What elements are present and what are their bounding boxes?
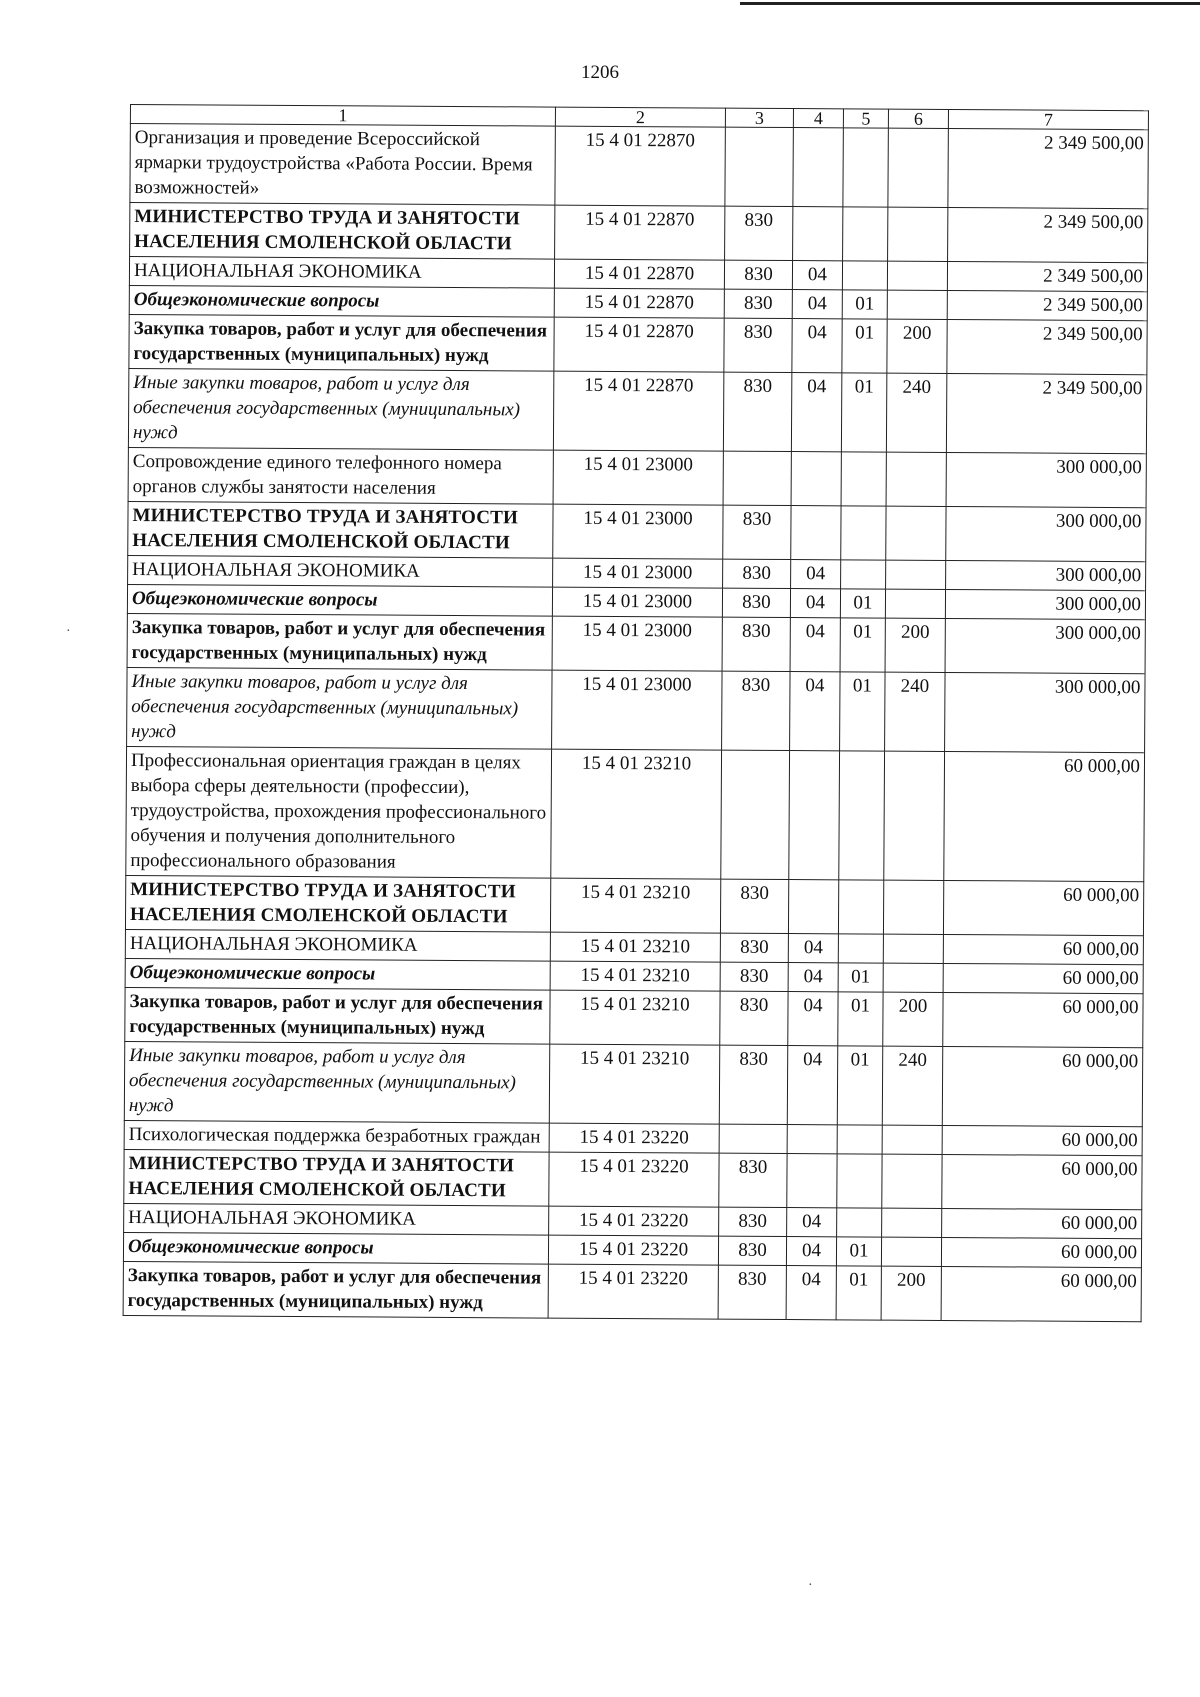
header-cell-1: 1 xyxy=(130,105,555,127)
row-amount: 2 349 500,00 xyxy=(946,373,1146,453)
row-col6: 200 xyxy=(885,618,945,672)
row-col4: 04 xyxy=(792,290,842,319)
row-amount: 60 000,00 xyxy=(943,992,1143,1047)
row-code: 15 4 01 23210 xyxy=(550,932,720,962)
row-col4 xyxy=(788,880,838,934)
row-amount: 300 000,00 xyxy=(946,506,1146,561)
row-col4: 04 xyxy=(790,672,840,751)
table-row xyxy=(123,1261,1141,1321)
budget-table xyxy=(123,104,1149,1322)
row-col5 xyxy=(843,207,888,261)
row-code: 15 4 01 23220 xyxy=(548,1264,718,1319)
table-row xyxy=(125,987,1143,1047)
row-code: 15 4 01 22870 xyxy=(555,205,725,260)
row-col3: 830 xyxy=(724,318,792,372)
row-col5 xyxy=(843,128,888,207)
row-col3: 830 xyxy=(722,588,790,617)
table-row xyxy=(130,124,1148,209)
row-code: 15 4 01 23210 xyxy=(550,878,720,933)
row-col4: 04 xyxy=(786,1266,836,1320)
table-row xyxy=(124,1041,1142,1126)
row-col6 xyxy=(888,128,948,207)
row-code: 15 4 01 23220 xyxy=(548,1235,718,1265)
row-col6: 200 xyxy=(887,319,947,373)
table-row xyxy=(130,203,1148,263)
row-name: Закупка товаров, работ и услуг для обеспечения государственных (муниципальных) нужд xyxy=(129,314,554,371)
row-col4 xyxy=(789,751,840,880)
row-col6 xyxy=(882,1154,942,1208)
row-name: Иные закупки товаров, работ и услуг для обеспечения государственных (муниципальных) нужд xyxy=(127,667,552,749)
row-name: Профессиональная ориентация граждан в целях выбора сферы деятельности (профессии), трудоустройства, прохождения профессионального обучения и получения дополнительного профессионального образования xyxy=(126,746,552,878)
row-col4: 04 xyxy=(786,1237,836,1266)
row-amount: 300 000,00 xyxy=(945,672,1145,752)
row-name: Закупка товаров, работ и услуг для обеспечения государственных (муниципальных) нужд xyxy=(127,613,552,670)
row-col5 xyxy=(838,934,883,963)
row-name: НАЦИОНАЛЬНАЯ ЭКОНОМИКА xyxy=(124,1203,549,1235)
row-name: Общеэкономические вопросы xyxy=(123,1232,548,1264)
row-name: Иные закупки товаров, работ и услуг для обеспечения государственных (муниципальных) нужд xyxy=(124,1041,549,1123)
row-amount: 60 000,00 xyxy=(942,1208,1142,1238)
row-col6: 200 xyxy=(881,1266,941,1320)
row-col6 xyxy=(883,934,943,963)
row-name: МИНИСТЕРСТВО ТРУДА И ЗАНЯТОСТИ НАСЕЛЕНИЯ СМОЛЕНСКОЙ ОБЛАСТИ xyxy=(125,875,550,932)
row-code: 15 4 01 22870 xyxy=(554,288,724,318)
row-col4 xyxy=(793,128,843,207)
table-row xyxy=(129,314,1147,374)
row-col3: 830 xyxy=(723,372,791,451)
row-col5: 01 xyxy=(840,672,885,751)
table-row xyxy=(126,746,1145,881)
row-col3: 830 xyxy=(719,1045,787,1124)
row-col6 xyxy=(886,560,946,589)
row-code: 15 4 01 23000 xyxy=(553,558,723,588)
row-name: НАЦИОНАЛЬНАЯ ЭКОНОМИКА xyxy=(128,555,553,587)
row-col5 xyxy=(841,560,886,589)
row-amount: 60 000,00 xyxy=(943,880,1143,935)
row-code: 15 4 01 22870 xyxy=(554,259,724,289)
table-row xyxy=(124,1149,1142,1209)
row-col6: 240 xyxy=(886,373,946,452)
row-col5: 01 xyxy=(836,1266,881,1320)
row-code: 15 4 01 23000 xyxy=(552,587,722,617)
row-col4: 04 xyxy=(790,589,840,618)
row-col4 xyxy=(793,207,843,261)
row-col3: 830 xyxy=(724,289,792,318)
row-name: Общеэкономические вопросы xyxy=(129,285,554,317)
row-col5: 01 xyxy=(837,1046,882,1125)
row-amount: 2 349 500,00 xyxy=(948,207,1148,262)
row-col4 xyxy=(791,452,841,506)
row-name: Закупка товаров, работ и услуг для обеспечения государственных (муниципальных) нужд xyxy=(123,1261,548,1318)
row-col6 xyxy=(887,261,947,290)
row-code: 15 4 01 23000 xyxy=(552,616,722,671)
row-code: 15 4 01 22870 xyxy=(554,317,724,372)
row-col6 xyxy=(887,290,947,319)
row-name: НАЦИОНАЛЬНАЯ ЭКОНОМИКА xyxy=(125,929,550,961)
row-col3: 830 xyxy=(720,879,788,933)
row-col3: 830 xyxy=(720,933,788,962)
row-col5 xyxy=(837,1125,882,1154)
row-col3: 830 xyxy=(723,505,791,559)
row-col5 xyxy=(842,261,887,290)
row-code: 15 4 01 23210 xyxy=(549,1044,719,1124)
row-col4: 04 xyxy=(787,1208,837,1237)
header-cell-2: 2 xyxy=(555,107,725,127)
table-row xyxy=(127,667,1145,752)
page-number-text: 1206 xyxy=(581,62,619,83)
row-col4: 04 xyxy=(792,261,842,290)
row-amount: 2 349 500,00 xyxy=(947,290,1147,320)
scan-speck: · xyxy=(808,1578,813,1593)
row-col4: 04 xyxy=(790,618,840,672)
row-name: Общеэкономические вопросы xyxy=(125,958,550,990)
table-row xyxy=(127,613,1145,673)
row-col3: 830 xyxy=(720,962,788,991)
table-row xyxy=(128,447,1146,507)
row-col4 xyxy=(787,1154,837,1208)
row-col3: 830 xyxy=(719,1153,787,1207)
row-col4: 04 xyxy=(788,963,838,992)
row-name: Психологическая поддержка безработных граждан xyxy=(124,1120,549,1152)
header-cell-4: 4 xyxy=(793,109,843,128)
budget-table-body xyxy=(123,105,1148,1322)
row-code: 15 4 01 22870 xyxy=(553,371,723,451)
scan-edge-line xyxy=(740,2,1200,5)
row-amount: 2 349 500,00 xyxy=(947,319,1147,374)
header-cell-5: 5 xyxy=(843,109,888,128)
row-code: 15 4 01 23220 xyxy=(549,1152,719,1207)
row-col5 xyxy=(837,1154,882,1208)
row-col6 xyxy=(886,452,946,506)
row-col5: 01 xyxy=(842,319,887,373)
row-col6 xyxy=(886,506,946,560)
row-code: 15 4 01 23000 xyxy=(552,670,722,750)
row-col5 xyxy=(838,880,883,934)
row-col6 xyxy=(883,963,943,992)
row-col6: 240 xyxy=(885,672,945,751)
row-amount: 60 000,00 xyxy=(942,1154,1142,1209)
row-name: МИНИСТЕРСТВО ТРУДА И ЗАНЯТОСТИ НАСЕЛЕНИЯ СМОЛЕНСКОЙ ОБЛАСТИ xyxy=(130,203,555,260)
row-name: Общеэкономические вопросы xyxy=(127,584,552,616)
row-col4 xyxy=(787,1125,837,1154)
scan-speck: · xyxy=(66,624,71,639)
row-code: 15 4 01 23210 xyxy=(550,961,720,991)
row-col3: 830 xyxy=(720,991,788,1045)
row-col3: 830 xyxy=(725,206,793,260)
row-col6 xyxy=(884,751,945,880)
row-col5: 01 xyxy=(841,373,886,452)
row-amount: 60 000,00 xyxy=(941,1266,1141,1321)
row-name: Иные закупки товаров, работ и услуг для обеспечения государственных (муниципальных) нужд xyxy=(128,368,553,450)
row-col3: 830 xyxy=(724,260,792,289)
row-name: МИНИСТЕРСТВО ТРУДА И ЗАНЯТОСТИ НАСЕЛЕНИЯ СМОЛЕНСКОЙ ОБЛАСТИ xyxy=(128,501,553,558)
row-name: НАЦИОНАЛЬНАЯ ЭКОНОМИКА xyxy=(129,257,554,289)
table-row xyxy=(128,501,1146,561)
row-amount: 300 000,00 xyxy=(946,560,1146,590)
row-col5: 01 xyxy=(840,589,885,618)
row-col4: 04 xyxy=(787,1046,837,1125)
page-number xyxy=(0,62,1200,84)
row-amount: 60 000,00 xyxy=(943,934,1143,964)
row-col3 xyxy=(721,750,790,879)
row-col5 xyxy=(837,1208,882,1237)
row-col5 xyxy=(841,506,886,560)
row-amount: 300 000,00 xyxy=(946,452,1146,507)
row-amount: 60 000,00 xyxy=(942,1046,1142,1126)
row-col5: 01 xyxy=(838,992,883,1046)
row-name: Организация и проведение Всероссийской ярмарки трудоустройства «Работа России. Время возможностей» xyxy=(130,124,555,206)
row-col3: 830 xyxy=(718,1236,786,1265)
row-col4: 04 xyxy=(788,934,838,963)
table-row xyxy=(128,368,1146,453)
row-col6 xyxy=(882,1208,942,1237)
row-name: Сопровождение единого телефонного номера органов службы занятости населения xyxy=(128,447,553,504)
row-col5 xyxy=(839,751,885,880)
row-col4: 04 xyxy=(792,319,842,373)
row-code: 15 4 01 23000 xyxy=(553,504,723,559)
row-name: Закупка товаров, работ и услуг для обеспечения государственных (муниципальных) нужд xyxy=(125,987,550,1044)
row-name: МИНИСТЕРСТВО ТРУДА И ЗАНЯТОСТИ НАСЕЛЕНИЯ СМОЛЕНСКОЙ ОБЛАСТИ xyxy=(124,1149,549,1206)
row-code: 15 4 01 22870 xyxy=(555,126,725,206)
row-amount: 60 000,00 xyxy=(944,751,1145,881)
header-cell-3: 3 xyxy=(725,108,793,127)
row-col3 xyxy=(719,1124,787,1153)
header-cell-6: 6 xyxy=(888,109,948,128)
row-code: 15 4 01 23210 xyxy=(550,990,720,1045)
row-col5: 01 xyxy=(836,1237,881,1266)
row-col6 xyxy=(885,589,945,618)
row-amount: 60 000,00 xyxy=(941,1237,1141,1267)
row-col5: 01 xyxy=(840,618,885,672)
row-col4 xyxy=(791,506,841,560)
row-code: 15 4 01 23220 xyxy=(549,1123,719,1153)
row-col5: 01 xyxy=(838,963,883,992)
row-col5: 01 xyxy=(842,290,887,319)
row-col4: 04 xyxy=(791,373,841,452)
row-amount: 60 000,00 xyxy=(943,963,1143,993)
row-col3: 830 xyxy=(718,1265,786,1319)
row-col3: 830 xyxy=(722,671,790,750)
table-row xyxy=(125,875,1143,935)
row-col6 xyxy=(882,1125,942,1154)
row-amount: 300 000,00 xyxy=(945,618,1145,673)
row-col3: 830 xyxy=(719,1207,787,1236)
row-amount: 2 349 500,00 xyxy=(947,261,1147,291)
row-col6 xyxy=(883,880,943,934)
row-col4: 04 xyxy=(791,560,841,589)
row-amount: 60 000,00 xyxy=(942,1125,1142,1155)
row-col3: 830 xyxy=(723,559,791,588)
row-col6: 240 xyxy=(882,1046,942,1125)
row-code: 15 4 01 23220 xyxy=(549,1206,719,1236)
row-col6 xyxy=(888,207,948,261)
row-amount: 2 349 500,00 xyxy=(948,128,1148,208)
row-code: 15 4 01 23000 xyxy=(553,450,723,505)
row-amount: 300 000,00 xyxy=(945,589,1145,619)
row-col6: 200 xyxy=(883,992,943,1046)
row-col3 xyxy=(723,451,791,505)
header-cell-7: 7 xyxy=(948,109,1148,129)
row-code: 15 4 01 23210 xyxy=(551,749,722,879)
row-col3 xyxy=(725,127,793,206)
row-col6 xyxy=(881,1237,941,1266)
row-col3: 830 xyxy=(722,617,790,671)
row-col4: 04 xyxy=(788,992,838,1046)
row-col5 xyxy=(841,452,886,506)
